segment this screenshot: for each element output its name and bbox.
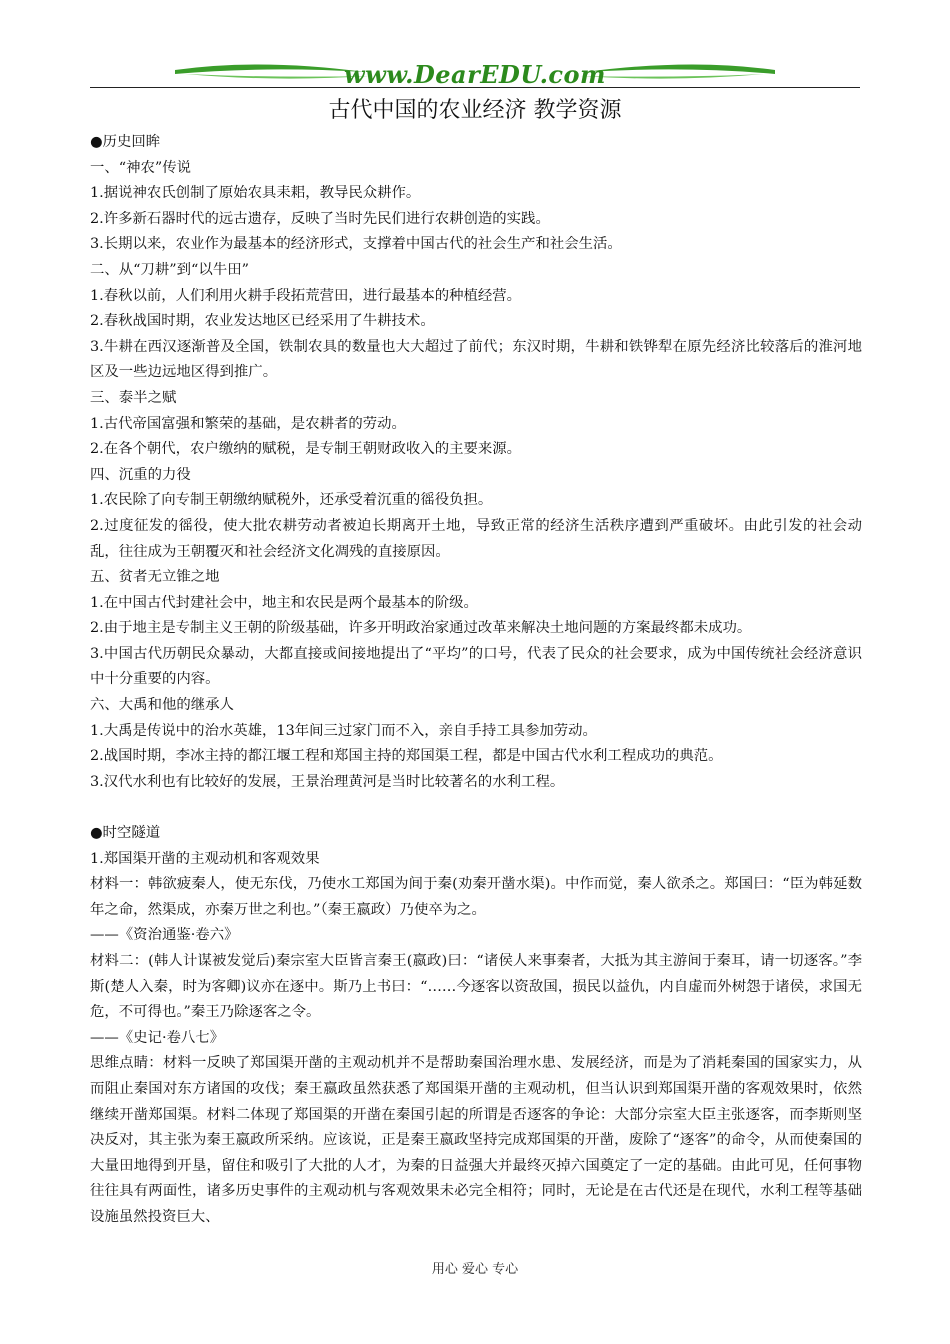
list-item: 1.据说神农氏创制了原始农具耒耜，教导民众耕作。 xyxy=(90,185,421,202)
subheading: 三、泰半之赋 xyxy=(90,389,177,406)
analysis-paragraph: 思维点睛：材料一反映了郑国渠开凿的主观动机并不是帮助秦国治理水患、发展经济，而是为了消耗秦国的国家实力，从而阻止秦国对东方诸国的攻伐；秦王嬴政虽然获悉了郑国渠开凿的主观动机，但当认识到郑国渠开凿的客观效果时，依然继续开凿郑国渠。材料二体现了郑国渠的开凿在秦国引起的所谓是否逐客的争论：大部分宗室大臣主张逐客，而李斯则坚决反对，其主张为秦王嬴政所采纳。应该说，正是秦王嬴政坚持完成郑国渠的开凿，废除了“逐客”的命令，从而使秦国的大量田地得到开垦，留住和吸引了大批的人才，为秦的日益强大并最终灭掉六国奠定了一定的基础。由此可见，任何事物往往具有两面性，诸多历史事件的主观动机与客观效果未必完全相符；同时，无论是在古代还是在现代，水利工程等基础设施虽然投资巨大、 xyxy=(90,1055,862,1225)
list-item: 3.牛耕在西汉逐渐普及全国，铁制农具的数量也大大超过了前代；东汉时期，牛耕和铁铧犁在原先经济比较落后的淮河地区及一些边远地区得到推广。 xyxy=(90,338,862,381)
subheading: 四、沉重的力役 xyxy=(90,466,191,483)
page-title: 古代中国的农业经济 教学资源 xyxy=(328,98,622,123)
subheading: 一、“神农”传说 xyxy=(90,159,192,176)
list-item: 1.农民除了向专制王朝缴纳赋税外，还承受着沉重的徭役负担。 xyxy=(90,492,493,509)
list-item: 2.由于地主是专制主义王朝的阶级基础，许多开明政治家通过改革来解决土地问题的方案最终都未成功。 xyxy=(90,620,752,637)
list-item: 2.过度征发的徭役，使大批农耕劳动者被迫长期离开土地，导致正常的经济生活秩序遭到严重破坏。由此引发的社会动乱，往往成为王朝覆灭和社会经济文化凋残的直接原因。 xyxy=(90,517,862,560)
subheading: 五、贫者无立锥之地 xyxy=(90,569,220,586)
list-item: 1.春秋以前，人们利用火耕手段拓荒营田，进行最基本的种植经营。 xyxy=(90,287,522,304)
source-citation: ——《史记·卷八七》 xyxy=(90,1029,225,1046)
section-heading: ●历史回眸 xyxy=(90,134,161,150)
page-header xyxy=(90,56,860,96)
list-item: 2.许多新石器时代的远古遗存，反映了当时先民们进行农耕创造的实践。 xyxy=(90,210,550,227)
list-item: 1.在中国古代封建社会中，地主和农民是两个最基本的阶级。 xyxy=(90,594,478,611)
section-spacer xyxy=(90,795,862,821)
source-material: 材料一：韩欲疲秦人，使无东伐，乃使水工郑国为间于秦(劝秦开凿水渠)。中作而觉，秦人欲杀之。郑国曰：“臣为韩延数年之命，然渠成，亦秦万世之利也。”（秦王嬴政）乃使卒为之。 xyxy=(90,876,862,918)
source-material: 材料二：(韩人计谋被发觉后)秦宗室大臣皆言秦王(嬴政)曰：“诸侯人来事秦者，大抵为其主游间于秦耳，请一切逐客。”李斯(楚人入秦，时为客卿)议亦在逐中。斯乃上书曰：“……今逐客以资敌国，损民以益仇，内自虚而外树怨于诸侯，求国无危，不可得也。”秦王乃除逐客之令。 xyxy=(90,953,862,1021)
list-item: 1.大禹是传说中的治水英雄，13年间三过家门而不入，亲自手持工具参加劳动。 xyxy=(90,722,597,739)
document-body xyxy=(90,130,862,1231)
list-item: 2.春秋战国时期，农业发达地区已经采用了牛耕技术。 xyxy=(90,313,435,330)
list-item: 3.长期以来，农业作为最基本的经济形式，支撑着中国古代的社会生产和社会生活。 xyxy=(90,236,622,253)
subheading: 1.郑国渠开凿的主观动机和客观效果 xyxy=(90,850,320,867)
list-item: 3.中国古代历朝民众暴动，大都直接或间接地提出了“平均”的口号，代表了民众的社会要求，成为中国传统社会经济意识中十分重要的内容。 xyxy=(90,645,862,688)
section-heading: ●时空隧道 xyxy=(90,825,161,842)
list-item: 2.在各个朝代，农户缴纳的赋税，是专制王朝财政收入的主要来源。 xyxy=(90,441,522,458)
header-divider xyxy=(90,87,860,88)
list-item: 1.古代帝国富强和繁荣的基础，是农耕者的劳动。 xyxy=(90,415,406,432)
subheading: 六、大禹和他的继承人 xyxy=(90,697,234,714)
list-item: 3.汉代水利也有比较好的发展，王景治理黄河是当时比较著名的水利工程。 xyxy=(90,773,565,790)
page-footer: 用心 爱心 专心 xyxy=(431,1262,519,1277)
header-site-logo: www.DearEDU.com xyxy=(344,60,606,89)
source-citation: ——《资治通鉴·卷六》 xyxy=(90,927,239,944)
subheading: 二、从“刀耕”到“以牛田” xyxy=(90,261,249,278)
list-item: 2.战国时期，李冰主持的都江堰工程和郑国主持的郑国渠工程，都是中国古代水利工程成功的典范。 xyxy=(90,748,723,765)
